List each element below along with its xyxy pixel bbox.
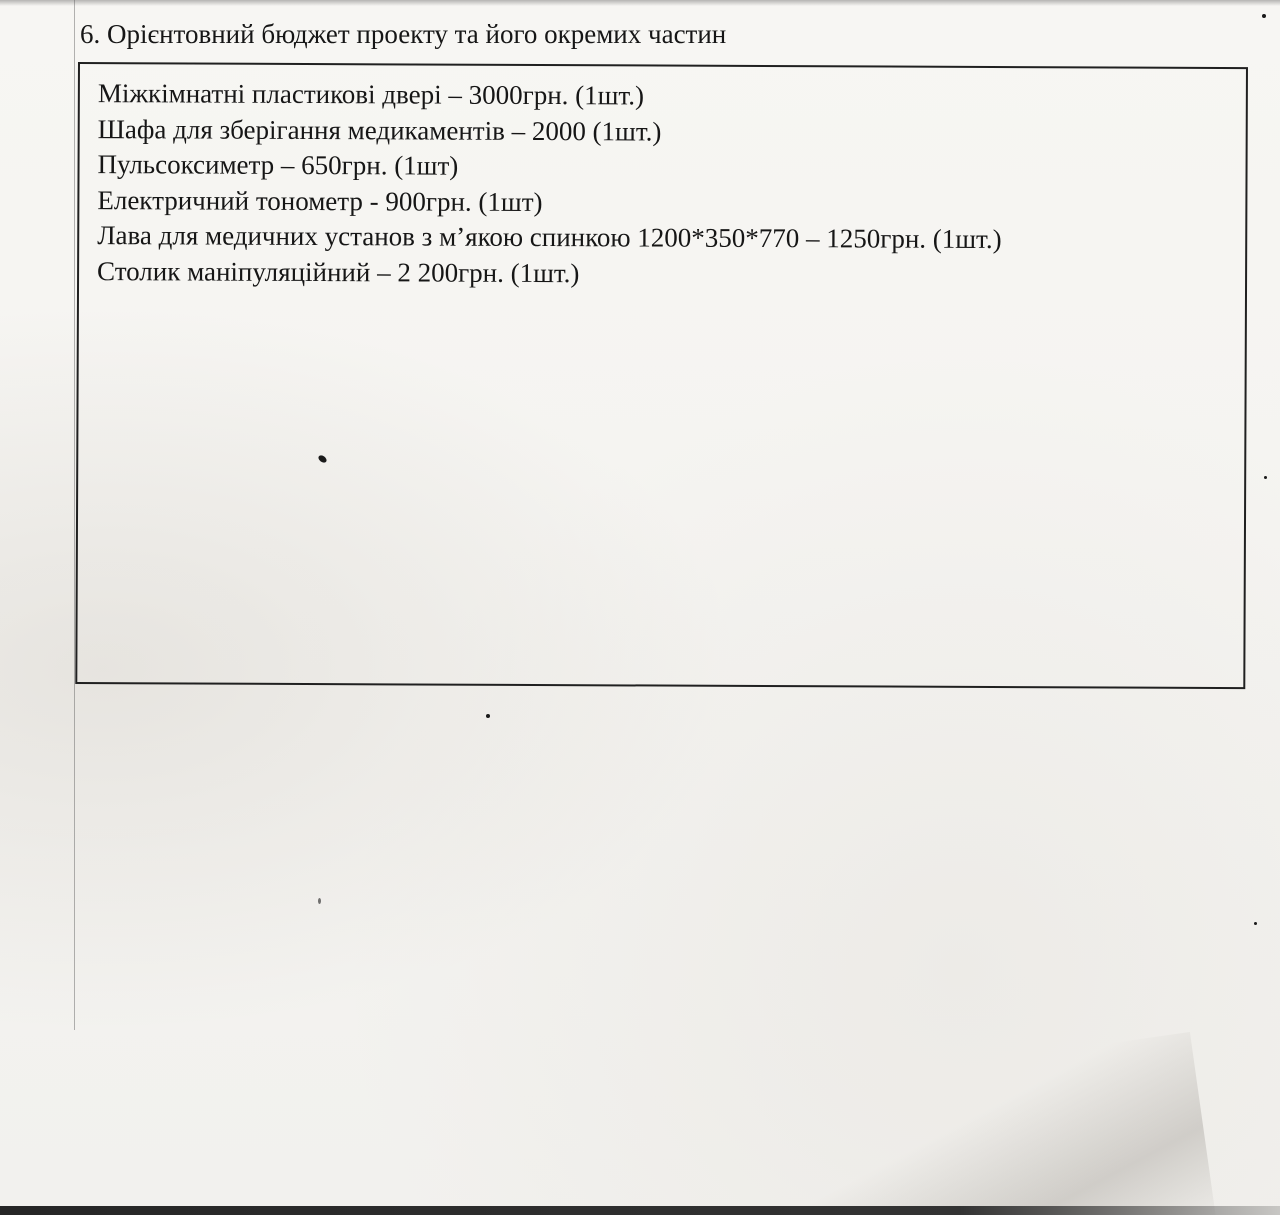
left-margin-line: [74, 0, 75, 1030]
budget-box: [75, 62, 1248, 689]
budget-item-medicine-cabinet: Шафа для зберігання медикаментів – 2000 (1шт.): [97, 113, 662, 147]
budget-item-tonometer: Електричний тонометр - 900грн. (1шт): [97, 184, 543, 217]
section-heading: 6. Орієнтовний бюджет проекту та його окремих частин: [80, 19, 727, 49]
budget-list: [97, 76, 1002, 293]
ink-speck: [318, 898, 321, 904]
top-shadow: [0, 0, 1280, 6]
budget-item-pulse-oximeter: Пульсоксиметр – 650грн. (1шт): [97, 149, 459, 181]
ink-speck: [1264, 476, 1267, 479]
bottom-edge: [0, 1206, 1280, 1215]
ink-speck: [1262, 14, 1266, 18]
ink-speck: [1254, 922, 1257, 925]
ink-speck: [486, 714, 490, 718]
budget-item-bench: Лава для медичних установ з м’якою спинкою 1200*350*770 – 1250грн. (1шт.): [97, 220, 1002, 255]
paper-fold-shadow: [774, 1032, 1226, 1215]
budget-item-doors: Міжкімнатні пластикові двері – 3000грн. (1шт.): [97, 78, 645, 111]
budget-item-manipulation-table: Столик маніпуляційний – 2 200грн. (1шт.): [97, 255, 580, 288]
